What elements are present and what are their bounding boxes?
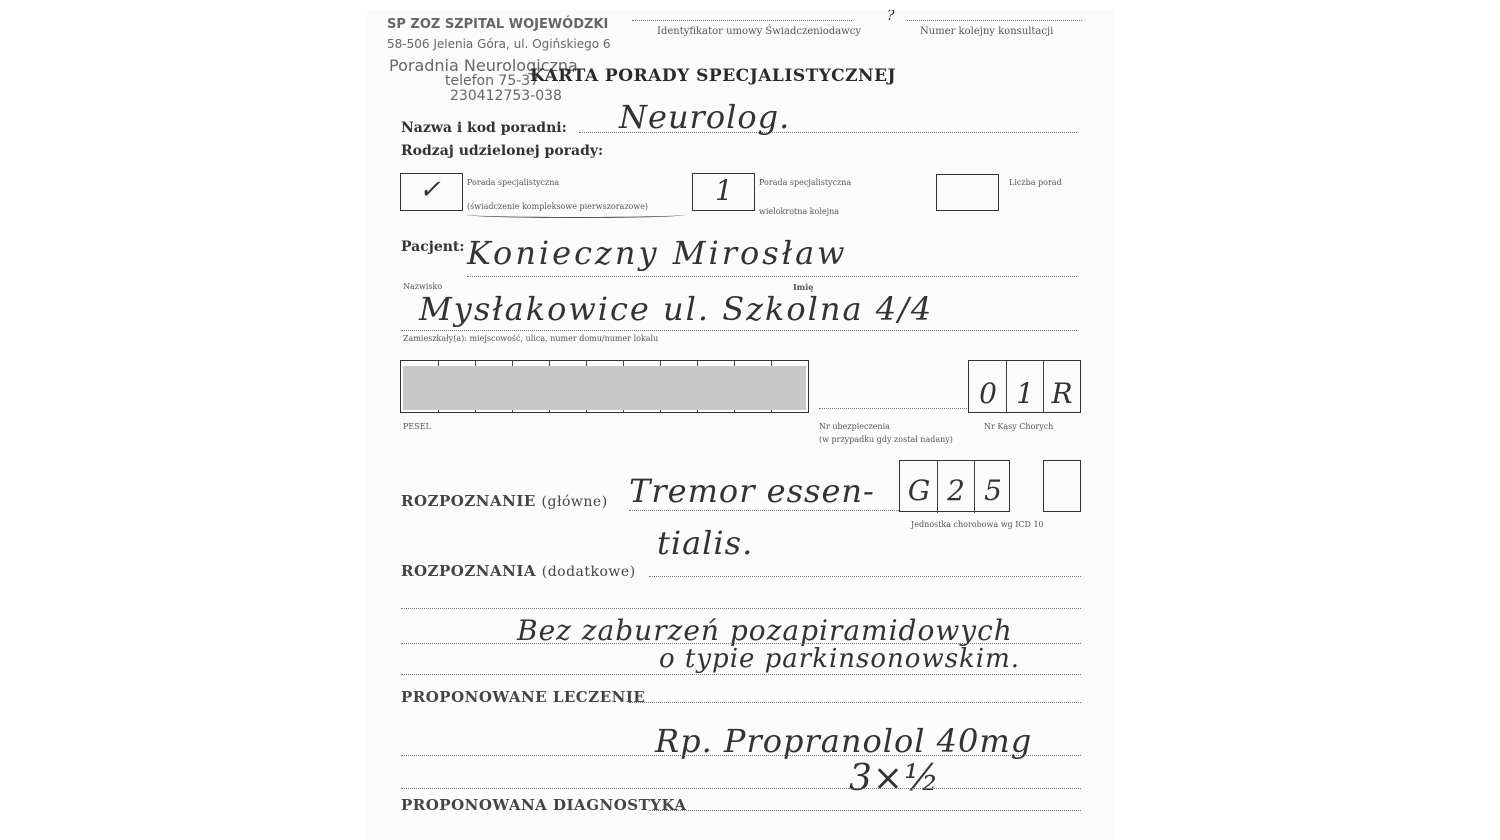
pesel-redaction (403, 366, 806, 410)
patient-name-line (467, 276, 1077, 277)
icd-box-extra (1043, 460, 1081, 512)
treatment-line-2 (401, 755, 1081, 756)
clinic-name-value: Neurolog. (619, 98, 791, 136)
surname-label: Nazwisko (403, 282, 443, 291)
diagnosis-additional-label-suffix: (dodatkowe) (541, 564, 636, 580)
treatment-line-3 (401, 788, 1081, 789)
stamp-line-2: 58-506 Jelenia Góra, ul. Ogińskiego 6 (387, 37, 611, 51)
consult-number-line (907, 20, 1082, 21)
diagnosis-main-value-2: tialis. (657, 524, 754, 562)
clinic-name-label: Nazwa i kod poradni: (401, 120, 567, 136)
kasa-digit-2: 1 (1016, 377, 1034, 410)
stamp-line-4: telefon 75-37 (445, 73, 540, 89)
diagnostics-label: PROPONOWANA DIAGNOSTYKA (401, 796, 687, 814)
number-sign: ? (887, 10, 895, 24)
diagnosis-additional-label (401, 562, 636, 580)
advice-box-3 (936, 174, 999, 211)
stamp-line-5: 230412753-038 (450, 88, 562, 104)
insurance-label-1: Nr ubezpieczenia (819, 422, 890, 431)
underline-swoosh (465, 211, 687, 218)
document-title: KARTA PORADY SPECJALISTYCZNEJ (530, 66, 897, 86)
advice-mark-1: ✓ (419, 175, 442, 205)
kasa-digit-1: 0 (979, 377, 997, 410)
patient-address-line (401, 330, 1077, 331)
additional-line-1 (649, 576, 1081, 577)
consultation-card (367, 10, 1114, 840)
diagnostics-line (649, 810, 1081, 811)
kasa-digit-3: R (1051, 377, 1073, 410)
identifier-label: Identyfikator umowy Świadczeniodawcy (657, 26, 861, 37)
consult-number-label: Numer kolejny konsultacji (920, 26, 1054, 37)
diagnosis-main-line (629, 510, 899, 511)
advice-label-bottom-2: wielokrotna kolejna (759, 207, 840, 216)
icd-digit-2: 2 (947, 474, 965, 507)
icd-digit-1: G (907, 474, 931, 507)
icd-digit-3: 5 (984, 474, 1002, 507)
patient-address-value: Mysłakowice ul. Szkolna 4/4 (419, 290, 934, 328)
stamp-line-1: SP ZOZ SZPITAL WOJEWÓDZKI (387, 17, 609, 32)
diagnosis-main-label (401, 492, 608, 510)
patient-name-value: Konieczny Mirosław (467, 234, 848, 272)
diagnosis-additional-label-text: ROZPOZNANIA (401, 562, 536, 580)
additional-line-2 (401, 608, 1081, 609)
diagnosis-main-label-suffix: (główne) (541, 494, 608, 510)
advice-label-top-2: Porada specjalistyczna (759, 178, 852, 187)
treatment-label: PROPONOWANE LECZENIE (401, 688, 646, 706)
patient-label: Pacjent: (401, 239, 465, 255)
firstname-label: Imię (793, 282, 814, 292)
advice-type-label: Rodzaj udzielonej porady: (401, 143, 604, 159)
identifier-line (632, 20, 852, 21)
advice-label-top-3: Liczba porad (1009, 178, 1062, 187)
address-label: Zamieszkały(a): miejscowość, ulica, numer domu/numer lokalu (403, 334, 659, 343)
icd-label: Jednostka chorobowa wg ICD 10 (911, 520, 1044, 529)
diagnosis-main-label-text: ROZPOZNANIE (401, 492, 536, 510)
stamp-line-3: Poradnia Neurologiczna (389, 56, 578, 75)
diagnosis-additional-value-2: o typie parkinsonowskim. (659, 644, 1021, 674)
treatment-value-1: Rp. Propranolol 40mg (655, 722, 1033, 760)
advice-mark-2: 1 (715, 174, 734, 207)
treatment-line-1 (629, 702, 1081, 703)
diagnosis-main-value-1: Tremor essen- (629, 472, 875, 510)
insurance-line (819, 408, 967, 409)
kasa-label: Nr Kasy Chorych (984, 422, 1054, 431)
diagnosis-additional-value-1: Bez zaburzeń pozapiramidowych (517, 614, 1013, 647)
insurance-label-2: (w przypadku gdy został nadany) (819, 435, 953, 444)
advice-label-bottom-1: (świadczenie kompleksowe pierwszorazowe) (467, 202, 649, 211)
pesel-label: PESEL (403, 422, 431, 431)
additional-line-4 (401, 674, 1081, 675)
treatment-value-2: 3×½ (849, 758, 940, 799)
advice-label-top-1: Porada specjalistyczna (467, 178, 560, 187)
